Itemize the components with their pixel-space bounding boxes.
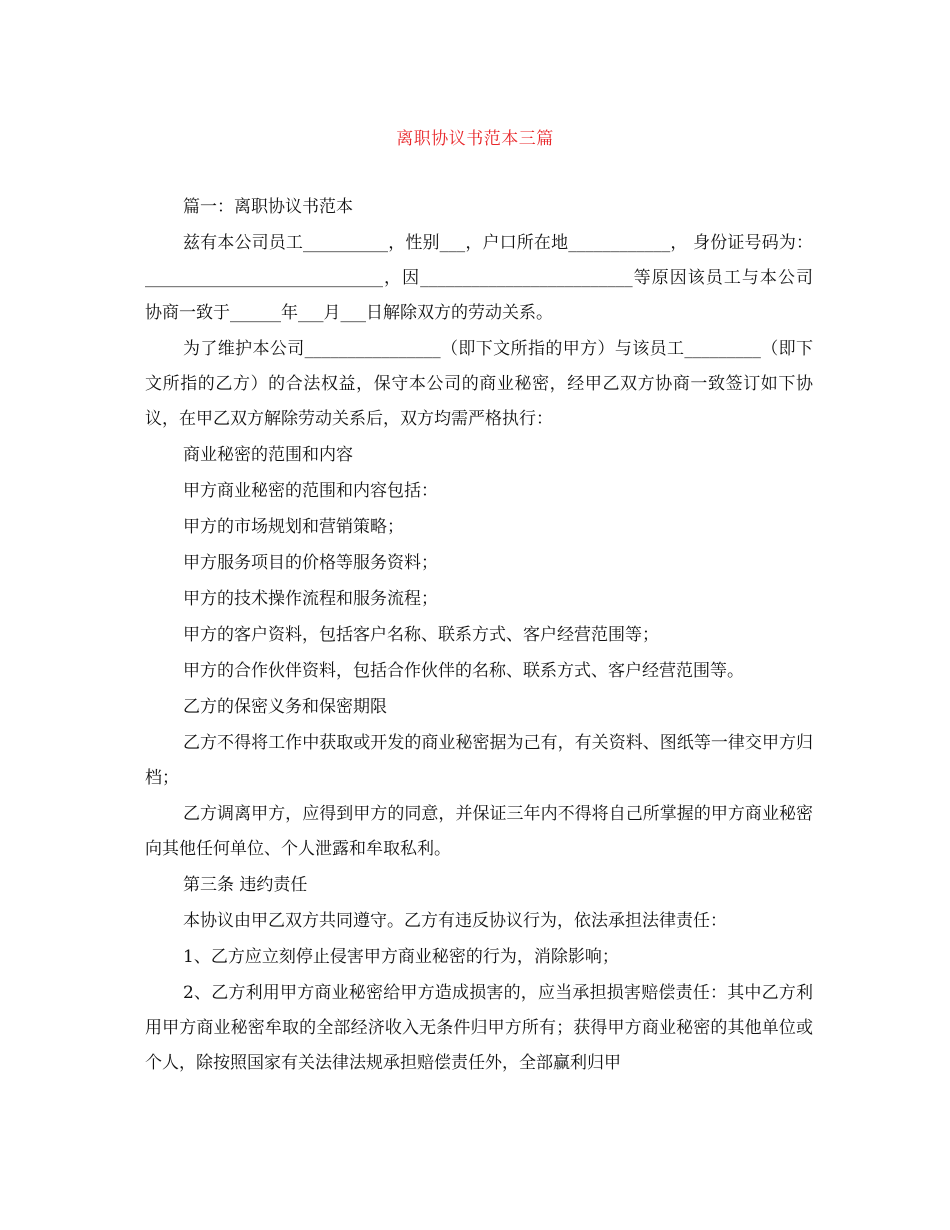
section-heading: 篇一：离职协议书范本: [183, 197, 353, 217]
list-item: 甲方的合作伙伴资料，包括合作伙伴的名称、联系方式、客户经营范围等。: [183, 661, 744, 681]
list-item: 甲方的市场规划和营销策略；: [183, 517, 404, 537]
section-heading: 乙方的保密义务和保密期限: [183, 697, 387, 717]
document-body: [145, 190, 813, 1081]
paragraph: 本协议由甲乙双方共同遵守。乙方有违反协议行为，依法承担法律责任：: [183, 911, 727, 931]
paragraph: 甲方商业秘密的范围和内容包括：: [183, 481, 438, 501]
paragraph: 乙方调离甲方，应得到甲方的同意，并保证三年内不得将自己所掌握的甲方商业秘密向其他任何单位、个人泄露和牟取私利。: [145, 804, 813, 859]
section-heading: 商业秘密的范围和内容: [183, 445, 353, 465]
paragraph: 为了维护本公司________________（即下文所指的甲方）与该员工_________（即下文所指的乙方）的合法权益，保守本公司的商业秘密，经甲乙双方协商一致签订如下协议，在甲乙双方解除劳动关系后，双方均需严格执行：: [145, 339, 813, 429]
document-title: 离职协议书范本三篇: [396, 129, 554, 149]
list-item: 2、乙方利用甲方商业秘密给甲方造成损害的，应当承担损害赔偿责任：其中乙方利用甲方商业秘密牟取的全部经济收入无条件归甲方所有；获得甲方商业秘密的其他单位或个人，除按照国家有关法律法规承担赔偿责任外，全部赢利归甲: [145, 983, 813, 1073]
list-item: 1、乙方应立刻停止侵害甲方商业秘密的行为，消除影响；: [183, 947, 619, 967]
list-item: 甲方的客户资料，包括客户名称、联系方式、客户经营范围等；: [183, 625, 659, 645]
paragraph: 乙方不得将工作中获取或开发的商业秘密据为己有，有关资料、图纸等一律交甲方归档；: [145, 733, 813, 788]
list-item: 甲方服务项目的价格等服务资料；: [183, 553, 438, 573]
paragraph: 兹有本公司员工__________，性别___，户口所在地____________， 身份证号码为：____________________________，因_________________________等原因该员工与本公司协商一致于______年___月___日解除双方的劳动关系。: [145, 233, 813, 323]
list-item: 甲方的技术操作流程和服务流程；: [183, 589, 438, 609]
section-heading: 第三条 违约责任: [183, 875, 308, 895]
